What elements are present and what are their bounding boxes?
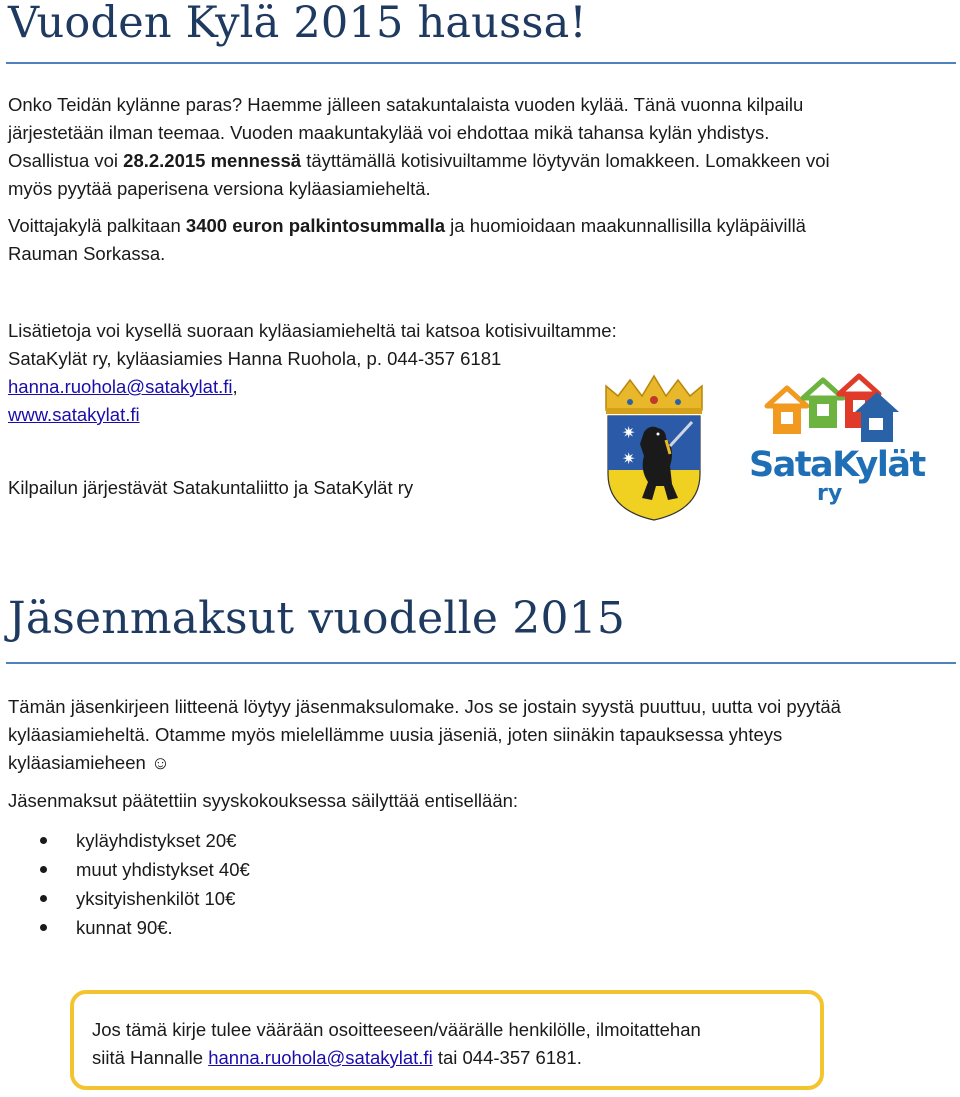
email-link[interactable]: hanna.ruohola@satakylat.fi [8,376,233,397]
intro-line: Osallistua voi [8,150,124,171]
section-title: Jäsenmaksut vuodelle 2015 [8,593,626,644]
svg-text:✷: ✷ [622,449,636,468]
contact-text: SataKylät ry, kyläasiamies Hanna Ruohola, p. 044-357 6181 [8,348,502,369]
organizers-text: Kilpailun järjestävät Satakuntaliitto ja SataKylät ry [8,477,414,498]
satakylat-logo [745,372,925,512]
membership-line: Tämän jäsenkirjeen liitteenä löytyy jäsenmaksulomake. Jos se jostain syystä puuttuu, uutta voi pyytää [8,696,841,717]
contact-text: Lisätietoja voi kysellä suoraan kyläasiamieheltä tai katsoa kotisivuiltamme: [8,320,617,341]
website-link[interactable]: www.satakylat.fi [8,404,140,425]
bullet-icon [40,895,47,902]
deadline-text: 28.2.2015 mennessä [123,150,302,171]
intro-line: järjestetään ilman teemaa. Vuoden maakuntakylää voi ehdottaa mikä tahansa kylän yhdistys. [8,122,770,143]
prize-text: Rauman Sorkassa. [8,243,166,264]
fee-text: muut yhdistykset 40€ [76,859,250,880]
intro-line: Onko Teidän kylänne paras? Haemme jälleen satakuntalaista vuoden kylää. Tänä vuonna kilpailu [8,94,804,115]
notice-line: Jos tämä kirje tulee väärään osoitteeseen/väärälle henkilölle, ilmoitattehan [92,1019,701,1040]
notice-text [92,1016,701,1072]
page-title: Vuoden Kylä 2015 haussa! [8,0,587,48]
smiley-icon: ☺ [150,752,170,773]
coat-of-arms-image [600,374,708,522]
membership-line: kyläasiamieheltä. Otamme myös mielellämme uusia jäseniä, joten siinäkin tapauksessa yhteys [8,724,783,745]
membership-paragraph [8,693,841,777]
notice-line: siitä Hannalle [92,1047,209,1068]
list-item [40,884,250,913]
section-divider [6,662,956,664]
list-item [40,826,250,855]
intro-line: myös pyytää paperisena versiona kyläasiamieheltä. [8,178,431,199]
bullet-icon [40,837,47,844]
list-item [40,913,250,942]
fee-text: kyläyhdistykset 20€ [76,830,237,851]
notice-email-link[interactable]: hanna.ruohola@satakylat.fi [208,1047,433,1068]
email-suffix: , [232,376,238,397]
fees-list [40,826,250,942]
intro-line: täyttämällä kotisivuiltamme löytyvän lomakkeen. Lomakkeen voi [301,150,830,171]
bullet-icon [40,866,47,873]
heading-divider [6,62,956,64]
intro-paragraph [8,91,830,203]
list-item [40,855,250,884]
svg-text:✷: ✷ [622,423,636,442]
notice-box [70,990,824,1090]
membership-line: kyläasiamieheen [8,752,146,773]
fee-text: yksityishenkilöt 10€ [76,888,236,909]
prize-paragraph [8,212,806,268]
contact-paragraph [8,317,617,429]
bullet-icon [40,924,47,931]
village-houses-icon [745,372,915,450]
logo-brand-suffix: ry [817,481,843,506]
fee-text: kunnat 90€. [76,917,173,938]
logo-brand-name: SataKylät [749,445,925,485]
fees-intro: Jäsenmaksut päätettiin syyskokouksessa säilyttää entisellään: [8,790,519,811]
prize-text: Voittajakylä palkitaan [8,215,186,236]
notice-line: tai 044-357 6181. [432,1047,582,1068]
prize-text: ja huomioidaan maakunnallisilla kyläpäivillä [445,215,806,236]
prize-amount: 3400 euron palkintosummalla [185,215,446,236]
